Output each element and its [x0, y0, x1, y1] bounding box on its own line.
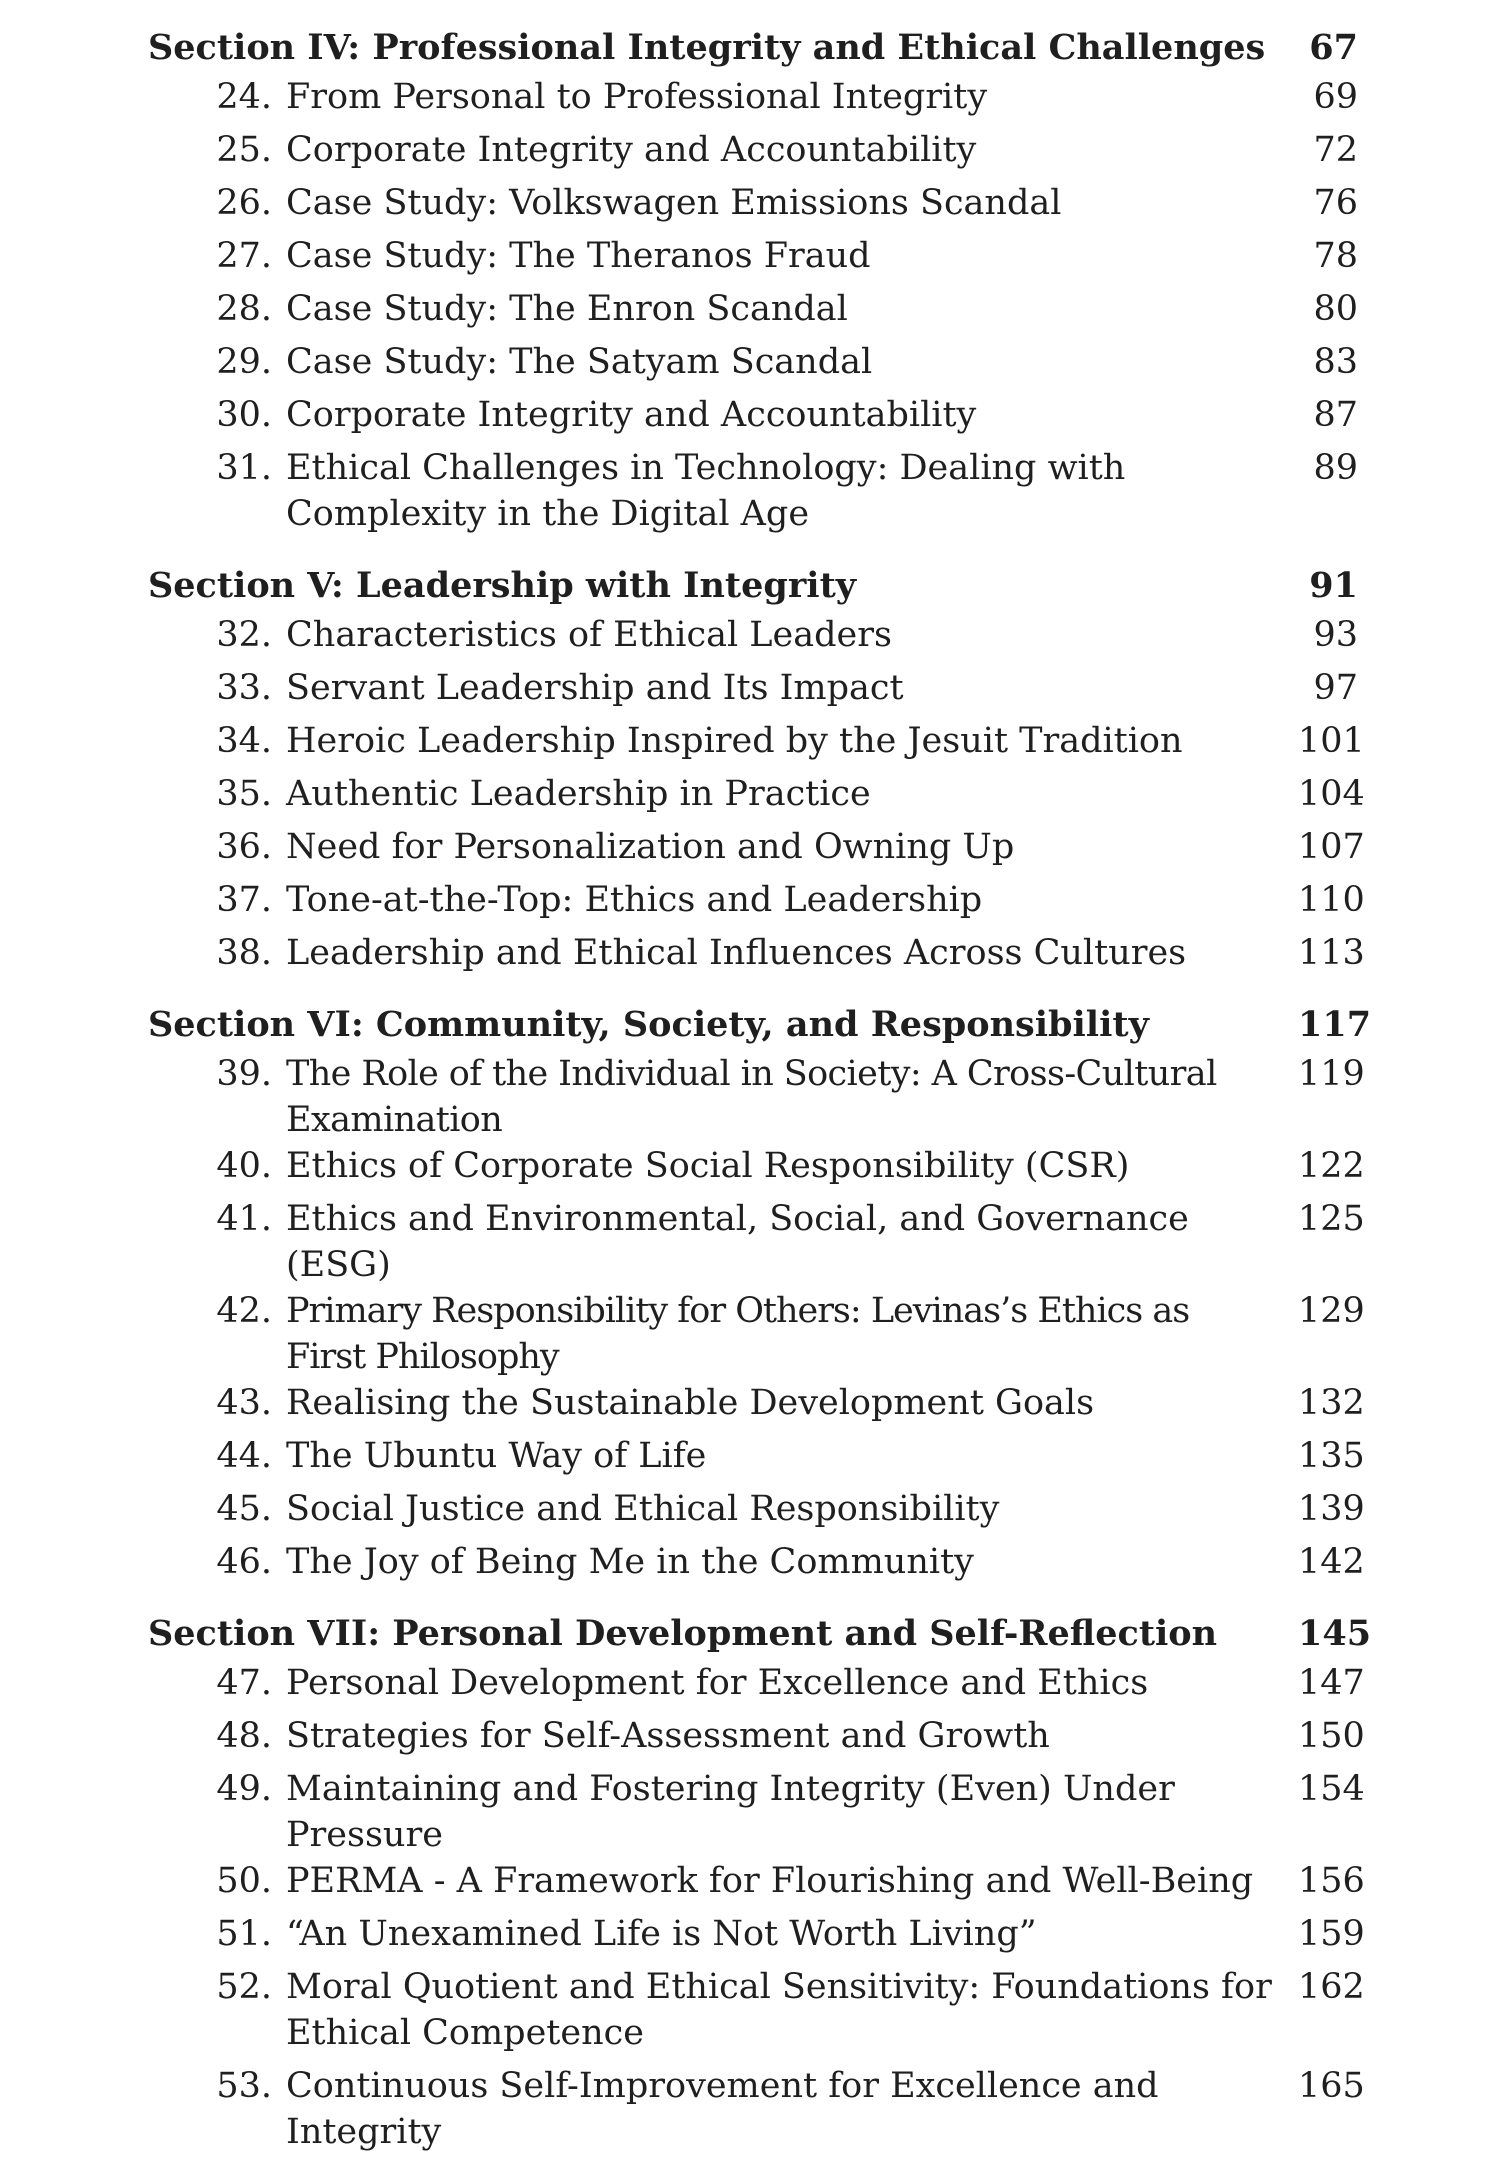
entry-title: The Role of the Individual in Society: A Cross-Cultural Examination — [286, 1054, 1217, 1140]
entry-title: Case Study: The Enron Scandal — [286, 289, 848, 329]
toc-entry[interactable] — [148, 1486, 1365, 1539]
toc-entry[interactable] — [148, 1766, 1365, 1858]
entry-title: Need for Personalization and Owning Up — [286, 827, 1015, 867]
entry-page-number: 107 — [1298, 827, 1365, 867]
section-page-number: 67 — [1309, 27, 1358, 68]
entry-page-number: 154 — [1298, 1769, 1365, 1809]
entry-page-number: 80 — [1313, 289, 1358, 329]
toc-entry[interactable] — [148, 127, 1358, 180]
entry-title: Tone-at-the-Top: Ethics and Leadership — [286, 880, 983, 920]
entry-number: 53. — [216, 2066, 272, 2106]
entry-number: 32. — [216, 615, 272, 655]
entry-number: 43. — [216, 1383, 272, 1423]
entry-number: 28. — [216, 289, 272, 329]
section-heading[interactable] — [148, 1608, 1372, 1660]
entry-page-number: 159 — [1298, 1914, 1365, 1954]
entry-title: Heroic Leadership Inspired by the Jesuit Tradition — [286, 721, 1183, 761]
entry-page-number: 156 — [1298, 1861, 1365, 1901]
entry-page-number: 101 — [1298, 721, 1365, 761]
entry-title: “An Unexamined Life is Not Worth Living” — [286, 1914, 1037, 1954]
entry-title: Corporate Integrity and Accountability — [286, 130, 977, 170]
entry-page-number: 97 — [1313, 668, 1358, 708]
entry-page-number: 78 — [1313, 236, 1358, 276]
section-page-number: 145 — [1298, 1613, 1372, 1654]
section-heading[interactable] — [148, 560, 1358, 612]
section-heading[interactable] — [148, 999, 1372, 1051]
entry-number: 25. — [216, 130, 272, 170]
toc-entry[interactable] — [148, 286, 1358, 339]
toc-entry[interactable] — [148, 1660, 1365, 1713]
entry-title: Corporate Integrity and Accountability — [286, 395, 977, 435]
toc-entry[interactable] — [148, 612, 1358, 665]
entry-number: 41. — [216, 1199, 272, 1239]
entry-page-number: 110 — [1298, 880, 1365, 920]
entry-number: 30. — [216, 395, 272, 435]
toc-entry[interactable] — [148, 1713, 1365, 1766]
entry-page-number: 119 — [1298, 1054, 1365, 1094]
toc-section — [148, 560, 1365, 983]
toc-entry[interactable] — [148, 180, 1358, 233]
toc-entry[interactable] — [148, 392, 1358, 445]
entry-page-number: 165 — [1298, 2066, 1365, 2106]
entry-title: Authentic Leadership in Practice — [286, 774, 871, 814]
entry-page-number: 93 — [1313, 615, 1358, 655]
entry-number: 35. — [216, 774, 272, 814]
entry-number: 24. — [216, 77, 272, 117]
toc-entry[interactable] — [148, 339, 1358, 392]
entry-page-number: 139 — [1298, 1489, 1365, 1529]
entry-page-number: 129 — [1298, 1291, 1365, 1331]
toc-entry[interactable] — [148, 1539, 1365, 1592]
toc-section — [148, 999, 1372, 1592]
entry-number: 29. — [216, 342, 272, 382]
entry-page-number: 142 — [1298, 1542, 1365, 1582]
entry-number: 51. — [216, 1914, 272, 1954]
section-title: Section IV: Professional Integrity and Ethical Challenges — [148, 27, 1266, 68]
entry-number: 52. — [216, 1967, 272, 2007]
entry-number: 42. — [216, 1291, 272, 1331]
entry-page-number: 147 — [1298, 1663, 1365, 1703]
entry-title: Personal Development for Excellence and Ethics — [286, 1663, 1149, 1703]
section-page-number: 117 — [1298, 1004, 1372, 1045]
toc-entry[interactable] — [148, 1143, 1365, 1196]
entry-title: Maintaining and Fostering Integrity (Even) Under Pressure — [286, 1769, 1175, 1855]
entry-title: Social Justice and Ethical Responsibility — [286, 1489, 1000, 1529]
toc-entry[interactable] — [148, 1051, 1365, 1143]
toc-section — [148, 22, 1358, 544]
section-title: Section VII: Personal Development and Self-Reflection — [148, 1613, 1218, 1654]
entry-page-number: 69 — [1313, 77, 1358, 117]
entry-number: 49. — [216, 1769, 272, 1809]
entry-page-number: 113 — [1298, 933, 1365, 973]
entry-title: Primary Responsibility for Others: Levinas’s Ethics as First Philosophy — [286, 1291, 1190, 1377]
entry-number: 45. — [216, 1489, 272, 1529]
entry-title: Continuous Self-Improvement for Excellence and Integrity — [286, 2066, 1159, 2152]
entry-page-number: 72 — [1313, 130, 1358, 170]
entry-number: 31. — [216, 448, 272, 488]
entry-page-number: 104 — [1298, 774, 1365, 814]
entry-number: 38. — [216, 933, 272, 973]
toc-entry[interactable] — [148, 445, 1358, 544]
entry-number: 39. — [216, 1054, 272, 1094]
entry-page-number: 89 — [1313, 448, 1358, 488]
toc-entry[interactable] — [148, 824, 1365, 877]
entry-number: 50. — [216, 1861, 272, 1901]
table-of-contents — [148, 22, 1372, 2171]
toc-entry[interactable] — [148, 74, 1358, 127]
entry-number: 34. — [216, 721, 272, 761]
entry-page-number: 162 — [1298, 1967, 1365, 2007]
entry-title: Ethical Challenges in Technology: Dealing with Complexity in the Digital Age — [286, 448, 1126, 534]
section-title: Section V: Leadership with Integrity — [148, 565, 857, 606]
entry-title: The Ubuntu Way of Life — [286, 1436, 707, 1476]
toc-section — [148, 1608, 1372, 2155]
toc-entry[interactable] — [148, 771, 1365, 824]
toc-entry[interactable] — [148, 718, 1365, 771]
entry-number: 26. — [216, 183, 272, 223]
entry-title: Characteristics of Ethical Leaders — [286, 615, 892, 655]
toc-entry[interactable] — [148, 2063, 1365, 2155]
entry-page-number: 150 — [1298, 1716, 1365, 1756]
entry-title: From Personal to Professional Integrity — [286, 77, 988, 117]
entry-title: Case Study: The Theranos Fraud — [286, 236, 871, 276]
toc-entry[interactable] — [148, 1196, 1365, 1288]
entry-page-number: 87 — [1313, 395, 1358, 435]
entry-page-number: 135 — [1298, 1436, 1365, 1476]
entry-number: 27. — [216, 236, 272, 276]
entry-title: Case Study: Volkswagen Emissions Scandal — [286, 183, 1062, 223]
toc-entry[interactable] — [148, 1433, 1365, 1486]
entry-page-number: 76 — [1313, 183, 1358, 223]
entry-page-number: 132 — [1298, 1383, 1365, 1423]
entry-number: 36. — [216, 827, 272, 867]
entry-title: Leadership and Ethical Influences Across Cultures — [286, 933, 1187, 973]
toc-entry[interactable] — [148, 930, 1365, 983]
section-page-number: 91 — [1309, 565, 1358, 606]
toc-entry[interactable] — [148, 1288, 1365, 1380]
toc-entry[interactable] — [148, 233, 1358, 286]
toc-entry[interactable] — [148, 877, 1365, 930]
entry-number: 48. — [216, 1716, 272, 1756]
entry-title: Case Study: The Satyam Scandal — [286, 342, 873, 382]
entry-title: Moral Quotient and Ethical Sensitivity: Foundations for Ethical Competence — [286, 1967, 1272, 2053]
section-heading[interactable] — [148, 22, 1358, 74]
entry-title: Ethics of Corporate Social Responsibility (CSR) — [286, 1146, 1130, 1186]
toc-entry[interactable] — [148, 1380, 1365, 1433]
entry-number: 44. — [216, 1436, 272, 1476]
toc-entry[interactable] — [148, 1858, 1365, 1911]
entry-number: 40. — [216, 1146, 272, 1186]
entry-title: The Joy of Being Me in the Community — [286, 1542, 974, 1582]
entry-title: Strategies for Self-Assessment and Growth — [286, 1716, 1050, 1756]
section-title: Section VI: Community, Society, and Responsibility — [148, 1004, 1149, 1045]
entry-number: 46. — [216, 1542, 272, 1582]
entry-title: Servant Leadership and Its Impact — [286, 668, 904, 708]
entry-page-number: 122 — [1298, 1146, 1365, 1186]
entry-number: 37. — [216, 880, 272, 920]
entry-page-number: 125 — [1298, 1199, 1365, 1239]
entry-number: 33. — [216, 668, 272, 708]
entry-page-number: 83 — [1313, 342, 1358, 382]
toc-entry[interactable] — [148, 1964, 1365, 2063]
toc-entry[interactable] — [148, 665, 1358, 718]
entry-title: Ethics and Environmental, Social, and Governance (ESG) — [286, 1199, 1189, 1285]
entry-title: Realising the Sustainable Development Goals — [286, 1383, 1095, 1423]
entry-title: PERMA - A Framework for Flourishing and Well-Being — [286, 1861, 1254, 1901]
toc-entry[interactable] — [148, 1911, 1365, 1964]
entry-number: 47. — [216, 1663, 272, 1703]
